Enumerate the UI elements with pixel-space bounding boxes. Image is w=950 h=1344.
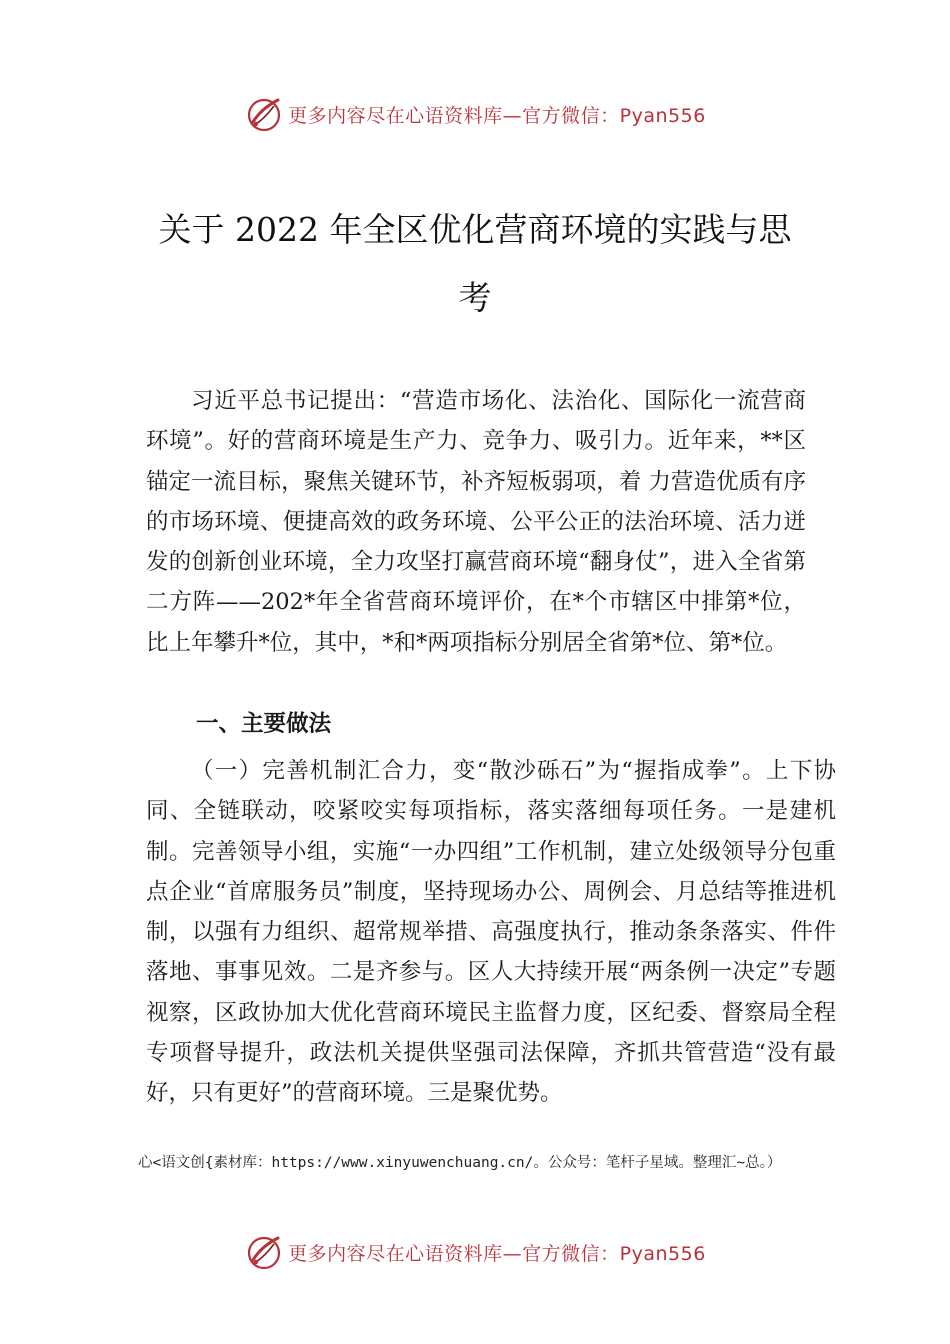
source-note: 心<语文创{素材库：https://www.xinyuwenchuang.cn/。公众号：笔杆子星域。整理汇~总。） [138,1155,782,1171]
wechat-id: Pyan556 [619,104,706,127]
footer-banner [0,1230,950,1274]
document-title: 关于 2022 年全区优化营商环境的实践与思 [158,210,792,249]
section-paragraph: （一）完善机制汇合力，变“散沙砾石”为“握指成拳”。上下协同、全链联动，咬紧咬实每项指标，落实落细每项任务。一是建机制。完善领导小组，实施“一办四组”工作机制，建立处级领导分包重点企业“首席服务员”制度，坚持现场办公、周例会、月总结等推进机制，以强有力组织、超常规举措、高强度执行，推动条条落实、件件落地、事事见效。二是齐参与。区人大持续开展“两条例一决定”专题视察，区政协加大优化营商环境民主监督力度，区纪委、督察局全程专项督导提升，政法机关提供坚强司法保障，齐抓共管营造“没有最好，只有更好”的营商环境。三是聚优势。 [146,758,836,1107]
header-banner [0,92,950,136]
banner-text: 更多内容尽在心语资料库—官方微信：Pyan556 [288,104,706,127]
pen-logo-icon [244,94,284,134]
intro-paragraph: 习近平总书记提出：“营造市场化、法治化、国际化一流营商环境”。好的营商环境是生产力、竞争力、吸引力。近年来，**区锚定一流目标，聚焦关键环节，补齐短板弱项，着 力营造优质有序的市场环境、便捷高效的政务环境、公平公正的法治环境、活力迸发的创新创业环境，全力攻坚打赢营商环境“翻身仗”，进入全省第二方阵——202*年全省营商环境评价，在*个市辖区中排第*位，比上年攀升*位，其中，*和*两项指标分别居全省第*位、第*位。 [146,388,806,656]
document-title-continued: 考 [458,278,492,317]
section-heading: 一、主要做法 [196,711,332,737]
pen-logo-icon [244,1232,284,1272]
banner-text: 更多内容尽在心语资料库—官方微信：Pyan556 [288,1242,706,1265]
wechat-id: Pyan556 [619,1242,706,1265]
